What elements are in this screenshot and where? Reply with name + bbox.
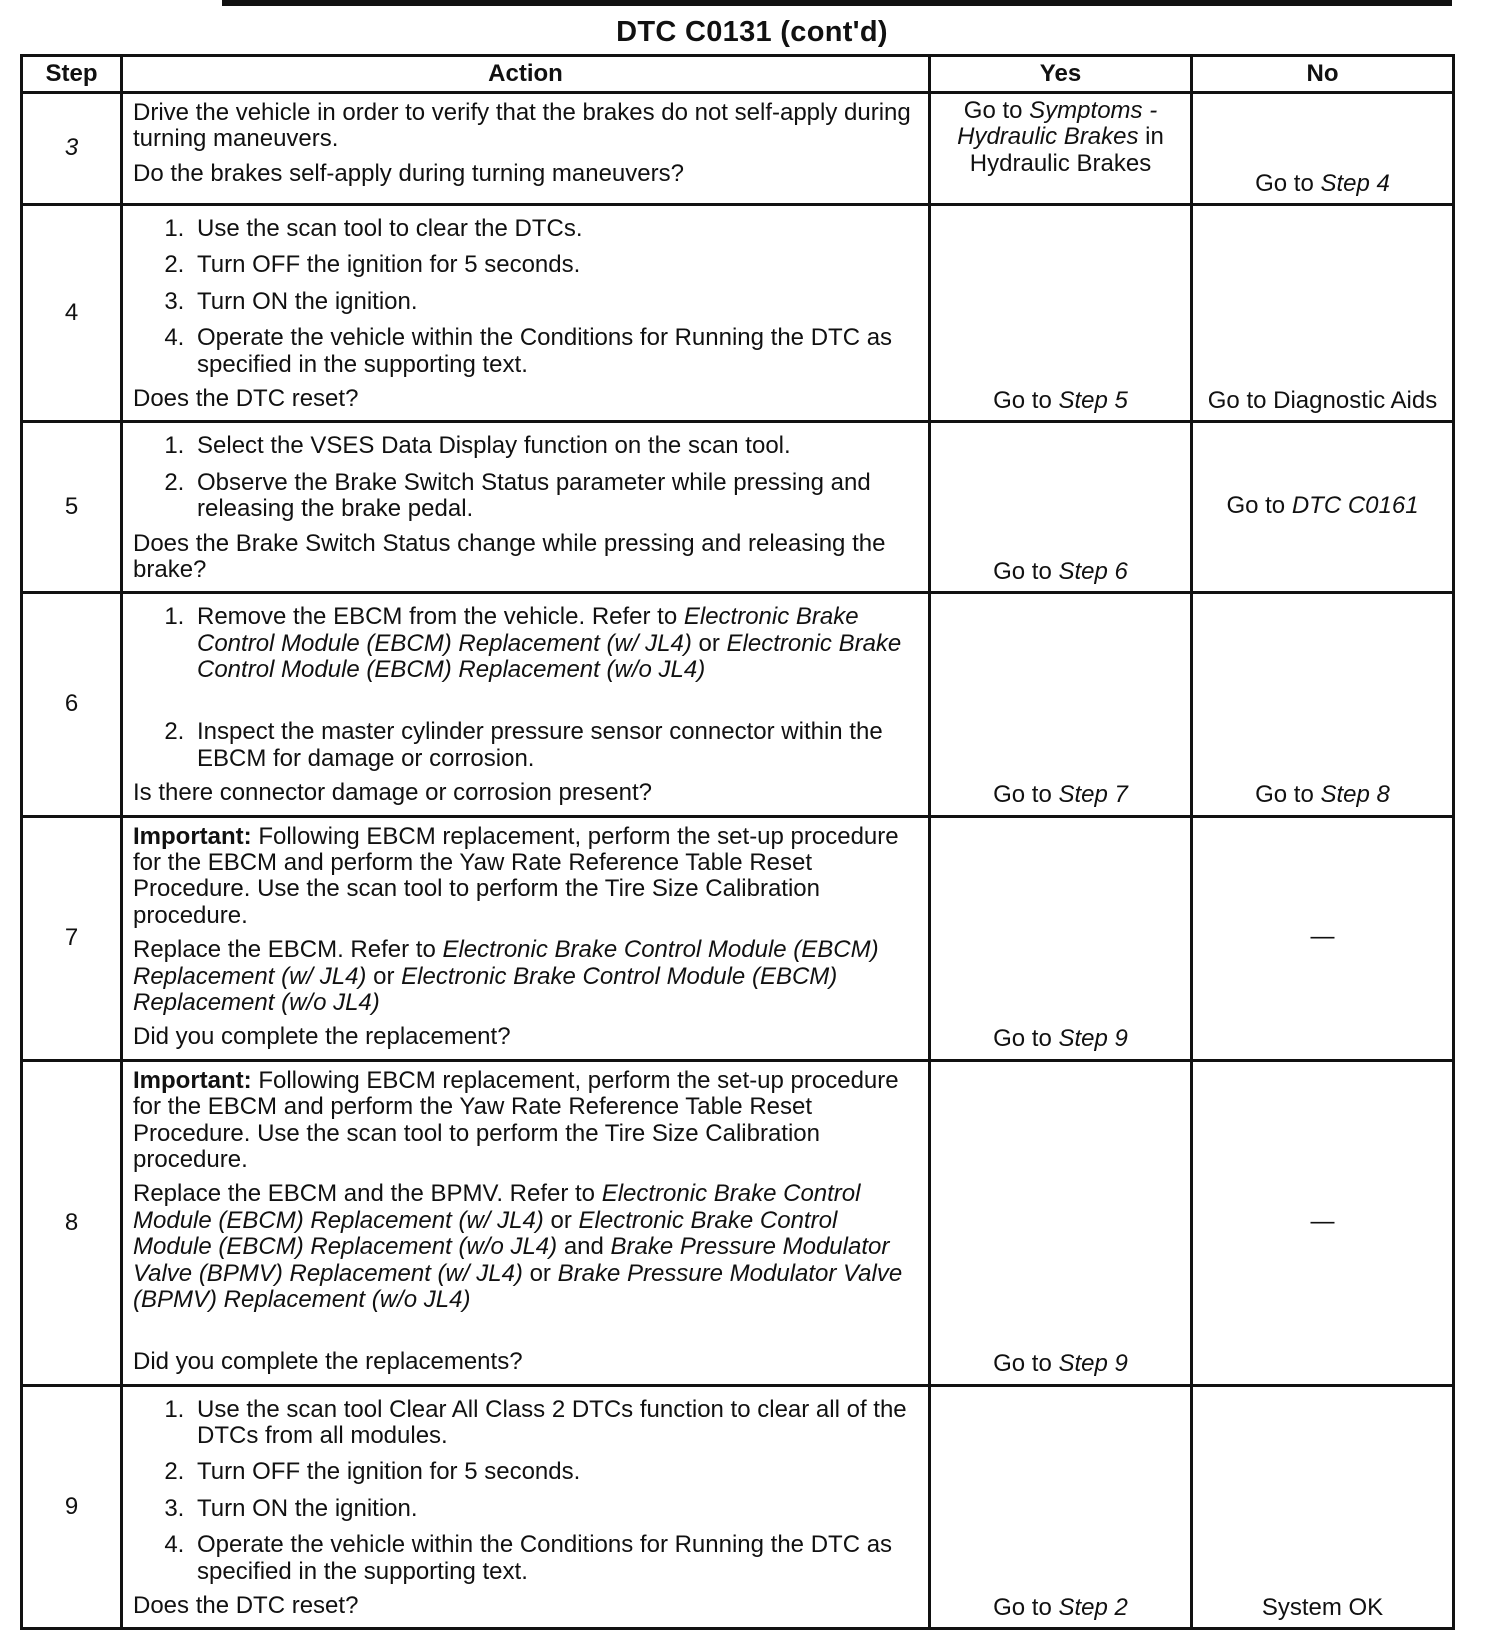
no-text[interactable]: Go to Diagnostic Aids xyxy=(1207,386,1438,414)
yes-cell xyxy=(930,422,1192,593)
step-row-4 xyxy=(22,205,1454,422)
action-cell xyxy=(122,1060,930,1385)
important-label: Important: xyxy=(133,1066,252,1094)
header-no: No xyxy=(1192,56,1454,93)
no-cell xyxy=(1192,1060,1454,1385)
action-cell xyxy=(122,422,930,593)
connector-text: or xyxy=(366,962,402,990)
step-number: 3 xyxy=(22,93,122,205)
instruction-item: 2. Inspect the master cylinder pressure sensor connector within the EBCM for damage or corrosion. xyxy=(191,719,920,772)
yes-reference-link[interactable]: Step 7 xyxy=(1058,781,1128,809)
reference-link[interactable]: Electronic Brake Control Module (EBCM) Replacement (w/ JL4) xyxy=(133,936,879,990)
instruction-item: 4. Operate the vehicle within the Conditions for Running the DTC as specified in the supporting text. xyxy=(191,1532,920,1585)
connector-text: or xyxy=(691,629,727,657)
action-cell xyxy=(122,205,930,422)
no-cell xyxy=(1192,593,1454,816)
header-row xyxy=(22,56,1454,93)
yes-cell xyxy=(930,205,1192,422)
important-label: Important: xyxy=(133,822,252,850)
reference-link[interactable]: Electronic Brake Control Module (EBCM) Replacement (w/o JL4) xyxy=(197,629,902,684)
important-text: Following EBCM replacement, perform the set-up procedure for the EBCM and perform the Yaw Rate Reference Table Reset Procedure. Use the scan tool to perform the Tire Size Calibration procedure. xyxy=(133,1066,899,1173)
instruction-item: 1. Use the scan tool Clear All Class 2 DTCs function to clear all of the DTCs from all modules. xyxy=(191,1397,920,1450)
connector-text: or xyxy=(522,1259,558,1287)
replace-instruction xyxy=(133,937,920,1016)
instruction-item: 3. Turn ON the ignition. xyxy=(191,1496,920,1522)
header-yes: Yes xyxy=(930,56,1192,93)
instruction-item: 3. Turn ON the ignition. xyxy=(191,289,920,315)
instruction-item xyxy=(191,604,920,683)
yes-reference-link[interactable]: Step 9 xyxy=(1058,1025,1128,1053)
no-reference-link[interactable]: Step 4 xyxy=(1320,169,1390,197)
yes-prefix: Go to xyxy=(993,386,1059,414)
instruction-text: Remove the EBCM from the vehicle. Refer to xyxy=(197,603,684,631)
yes-cell xyxy=(930,816,1192,1060)
instruction-list xyxy=(133,604,920,772)
diagnostic-table xyxy=(20,54,1455,1630)
top-rule xyxy=(222,0,1452,6)
instruction-list xyxy=(133,216,920,378)
replace-instruction xyxy=(133,1181,920,1313)
yes-reference-link[interactable]: Step 5 xyxy=(1058,386,1128,414)
step-question: Do the brakes self-apply during turning maneuvers? xyxy=(133,159,684,187)
yes-prefix: Go to xyxy=(993,1025,1059,1053)
step-number: 6 xyxy=(22,593,122,816)
step-number: 4 xyxy=(22,205,122,422)
step-row-3 xyxy=(22,93,1454,205)
yes-prefix: Go to xyxy=(993,1594,1059,1622)
step-number: 8 xyxy=(22,1060,122,1385)
step-row-7 xyxy=(22,816,1454,1060)
no-cell xyxy=(1192,816,1454,1060)
step-question: Does the DTC reset? xyxy=(133,384,359,412)
yes-prefix: Go to xyxy=(993,557,1059,585)
step-number: 9 xyxy=(22,1385,122,1629)
header-action: Action xyxy=(122,56,930,93)
step-question: Is there connector damage or corrosion present? xyxy=(133,779,652,807)
connector-text: or xyxy=(543,1206,579,1234)
yes-reference-link[interactable]: Step 2 xyxy=(1058,1594,1128,1622)
yes-cell xyxy=(930,1385,1192,1629)
no-reference-link[interactable]: DTC C0161 xyxy=(1291,492,1419,520)
yes-prefix: Go to xyxy=(963,97,1030,124)
instruction-text: Replace the EBCM. Refer to xyxy=(133,936,443,964)
important-note xyxy=(133,1068,920,1174)
step-number: 5 xyxy=(22,422,122,593)
action-cell xyxy=(122,816,930,1060)
no-text: System OK xyxy=(1261,1594,1384,1622)
important-text: Following EBCM replacement, perform the set-up procedure for the EBCM and perform the Yaw Rate Reference Table Reset Procedure. Use the scan tool to perform the Tire Size Calibration procedure. xyxy=(133,822,899,929)
action-text: Drive the vehicle in order to verify that the brakes do not self-apply during turning maneuvers. xyxy=(133,99,911,153)
no-cell xyxy=(1192,422,1454,593)
instruction-item: 1. Use the scan tool to clear the DTCs. xyxy=(191,216,920,242)
instruction-item: 2. Turn OFF the ignition for 5 seconds. xyxy=(191,1459,920,1485)
reference-link[interactable]: Electronic Brake Control Module (EBCM) Replacement (w/ JL4) xyxy=(133,1180,861,1234)
action-cell xyxy=(122,593,930,816)
header-step: Step xyxy=(22,56,122,93)
no-prefix: Go to xyxy=(1255,781,1321,809)
yes-reference-link[interactable]: Step 6 xyxy=(1058,557,1128,585)
step-row-9 xyxy=(22,1385,1454,1629)
yes-cell xyxy=(930,93,1192,205)
yes-suffix: in Hydraulic Brakes xyxy=(969,123,1164,177)
yes-reference-link[interactable]: Step 9 xyxy=(1058,1350,1128,1378)
step-question: Does the Brake Switch Status change while pressing and releasing the brake? xyxy=(133,529,886,583)
no-reference-link[interactable]: Step 8 xyxy=(1320,781,1390,809)
reference-link[interactable]: Electronic Brake Control Module (EBCM) Replacement (w/ JL4) xyxy=(197,603,859,657)
no-dash: — xyxy=(1310,1207,1335,1235)
no-cell xyxy=(1192,205,1454,422)
step-question: Does the DTC reset? xyxy=(133,1592,359,1620)
step-row-6 xyxy=(22,593,1454,816)
reference-link[interactable]: Brake Pressure Modulator Valve (BPMV) Replacement (w/o JL4) xyxy=(133,1259,903,1313)
instruction-item: 1. Select the VSES Data Display function on the scan tool. xyxy=(191,433,920,459)
page-title: DTC C0131 (cont'd) xyxy=(616,16,888,48)
yes-cell xyxy=(930,593,1192,816)
step-question: Did you complete the replacements? xyxy=(133,1348,523,1376)
no-dash: — xyxy=(1310,923,1335,950)
action-cell xyxy=(122,93,930,205)
instruction-list xyxy=(133,1397,920,1585)
step-number: 7 xyxy=(22,816,122,1060)
no-prefix: Go to xyxy=(1226,492,1292,520)
step-row-8 xyxy=(22,1060,1454,1385)
instruction-item: 4. Operate the vehicle within the Conditions for Running the DTC as specified in the supporting text. xyxy=(191,325,920,378)
yes-cell xyxy=(930,1060,1192,1385)
instruction-list xyxy=(133,433,920,522)
no-cell xyxy=(1192,1385,1454,1629)
yes-reference-link[interactable]: Symptoms - Hydraulic Brakes xyxy=(957,97,1158,151)
no-prefix: Go to xyxy=(1255,169,1321,197)
instruction-item: 2. Observe the Brake Switch Status parameter while pressing and releasing the brake pedal. xyxy=(191,470,920,523)
reference-link[interactable]: Electronic Brake Control Module (EBCM) Replacement (w/o JL4) xyxy=(133,962,838,1016)
action-cell xyxy=(122,1385,930,1629)
no-cell xyxy=(1192,93,1454,205)
instruction-item: 2. Turn OFF the ignition for 5 seconds. xyxy=(191,252,920,278)
yes-prefix: Go to xyxy=(993,781,1059,809)
reference-link[interactable]: Brake Pressure Modulator Valve (BPMV) Replacement (w/ JL4) xyxy=(133,1233,890,1287)
connector-text: and xyxy=(557,1233,611,1261)
instruction-text: Replace the EBCM and the BPMV. Refer to xyxy=(133,1180,602,1208)
important-note xyxy=(133,824,920,930)
reference-link[interactable]: Electronic Brake Control Module (EBCM) Replacement (w/o JL4) xyxy=(133,1206,838,1261)
step-question: Did you complete the replacement? xyxy=(133,1023,511,1051)
step-row-5 xyxy=(22,422,1454,593)
yes-prefix: Go to xyxy=(993,1350,1059,1378)
